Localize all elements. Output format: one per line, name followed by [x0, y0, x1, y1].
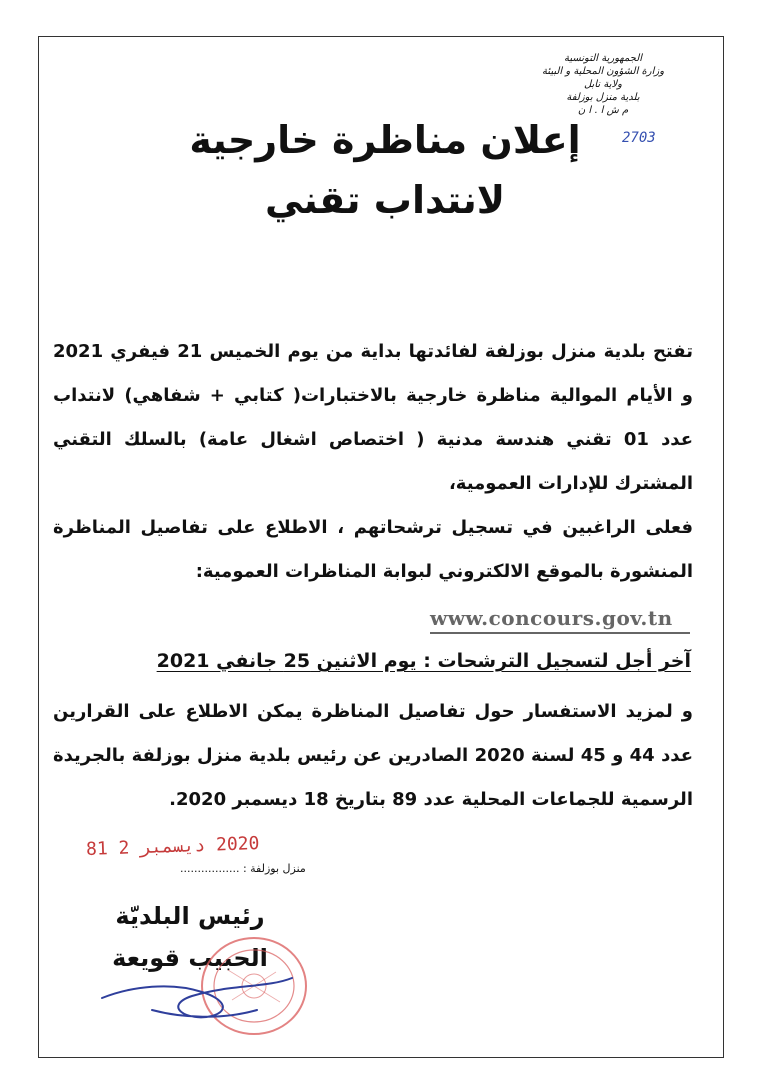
place-date-line: منزل بوزلفة : ................. — [180, 862, 306, 875]
date-stamp: 2020 ديسمبر 2 81 — [85, 832, 260, 861]
issuer-header — [503, 52, 703, 117]
header-line-municipality: بلدية منزل بوزلفة — [566, 92, 640, 103]
header-line-republic: الجمهورية التونسية — [563, 53, 643, 64]
header-line-office: م ش ا . ا ن — [577, 105, 629, 116]
announcement-paragraph-2: فعلى الراغبين في تسجيل ترشحاتهم ، الاطلاع على تفاصيل المناظرة المنشورة بالموقع الالكتروني لبوابة المناظرات العمومية: — [53, 517, 693, 582]
handwritten-ref-number: 2703 — [622, 130, 656, 146]
signatory-title: رئيس البلديّة — [115, 902, 265, 930]
announcement-title: إعلان مناظرة خارجية — [189, 118, 581, 162]
registration-deadline: آخر أجل لتسجيل الترشحات : يوم الاثنين 25 جانفي 2021 — [156, 650, 691, 672]
header-line-ministry: وزارة الشؤون المحلية و البيئة — [541, 66, 665, 77]
handwritten-signature — [92, 958, 312, 1028]
announcement-paragraph-3: و لمزيد الاستفسار حول تفاصيل المناظرة يمكن الاطلاع على القرارين عدد 44 و 45 لسنة 2020 الصادرين عن رئيس بلدية منزل بوزلفة بالجريدة الرسمية للجماعات المحلية عدد 89 بتاريخ 18 ديسمبر 2020. — [53, 701, 693, 810]
signatory-name: الحبيب قويعة — [112, 944, 268, 972]
announcement-paragraph-1: تفتح بلدية منزل بوزلفة لفائدتها بداية من يوم الخميس 21 فيفري 2021 و الأيام الموالية مناظرة خارجية بالاختبارات( كتابي + شفاهي) لانتداب عدد 01 تقني هندسة مدنية ( اختصاص اشغال عامة) بالسلك التقني المشترك للإدارات العمومية، — [53, 341, 694, 494]
header-line-governorate: ولاية نابل — [583, 79, 623, 90]
announcement-subtitle: لانتداب تقني — [264, 178, 506, 222]
website-link[interactable]: www.concours.gov.tn — [430, 606, 690, 634]
